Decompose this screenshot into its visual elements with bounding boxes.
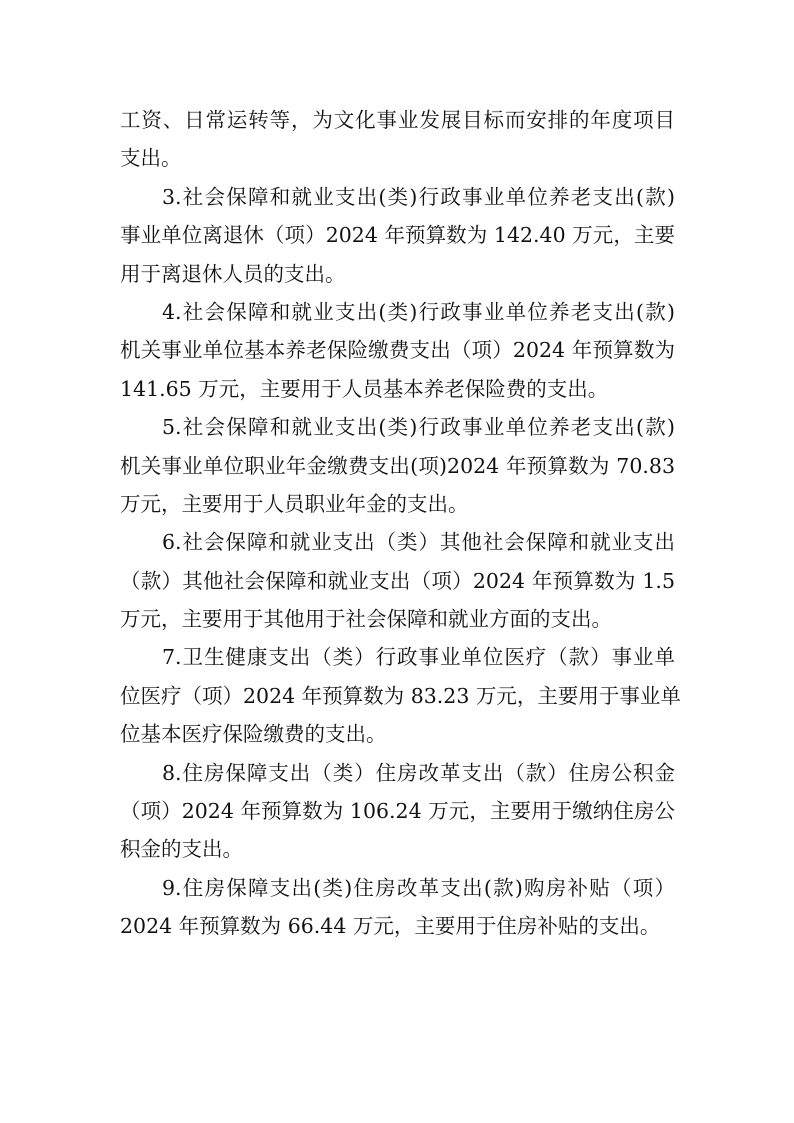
text-line: 万元，主要用于其他用于社会保障和就业方面的支出。 — [120, 607, 612, 632]
text-line: （项）2024 年预算数为 106.24 万元，主要用于缴纳住房公 — [120, 799, 675, 824]
text-line: 支出。 — [120, 146, 182, 171]
text-line: 机关事业单位基本养老保险缴费支出（项）2024 年预算数为 — [120, 338, 675, 363]
text-line: 5.社会保障和就业支出(类)行政事业单位养老支出(款) — [162, 415, 675, 440]
text-line: 6.社会保障和就业支出（类）其他社会保障和就业支出 — [162, 530, 675, 555]
text-line: 位基本医疗保险缴费的支出。 — [120, 722, 387, 747]
text-line: 机关事业单位职业年金缴费支出(项)2024 年预算数为 70.83 — [120, 453, 675, 478]
paragraph-item-7 — [120, 638, 681, 753]
paragraph-continuation — [120, 101, 675, 178]
text-line: 用于离退休人员的支出。 — [120, 261, 346, 286]
text-line: 8.住房保障支出（类）住房改革支出（款）住房公积金 — [162, 760, 675, 785]
paragraph-item-9 — [120, 869, 675, 946]
document-body — [120, 101, 681, 946]
text-line: 积金的支出。 — [120, 837, 243, 862]
paragraph-item-4 — [120, 293, 675, 408]
text-line: 3.社会保障和就业支出(类)行政事业单位养老支出(款) — [162, 184, 675, 209]
text-line: 工资、日常运转等，为文化事业发展目标而安排的年度项目 — [120, 108, 675, 132]
text-line: 万元，主要用于人员职业年金的支出。 — [120, 491, 469, 516]
text-line: （款）其他社会保障和就业支出（项）2024 年预算数为 1.5 — [120, 568, 675, 593]
paragraph-item-8 — [120, 754, 675, 869]
paragraph-item-5 — [120, 408, 675, 523]
text-line: 位医疗（项）2024 年预算数为 83.23 万元，主要用于事业单 — [120, 683, 681, 708]
text-line: 7.卫生健康支出（类）行政事业单位医疗（款）事业单 — [162, 645, 675, 670]
text-line: 141.65 万元，主要用于人员基本养老保险费的支出。 — [120, 376, 609, 401]
text-line: 事业单位离退休（项）2024 年预算数为 142.40 万元，主要 — [120, 223, 675, 248]
text-line: 4.社会保障和就业支出(类)行政事业单位养老支出(款) — [162, 299, 675, 324]
text-line: 9.住房保障支出(类)住房改革支出(款)购房补贴（项） — [162, 875, 675, 900]
text-line: 2024 年预算数为 66.44 万元，主要用于住房补贴的支出。 — [120, 914, 661, 939]
paragraph-item-6 — [120, 523, 675, 638]
paragraph-item-3 — [120, 178, 675, 293]
